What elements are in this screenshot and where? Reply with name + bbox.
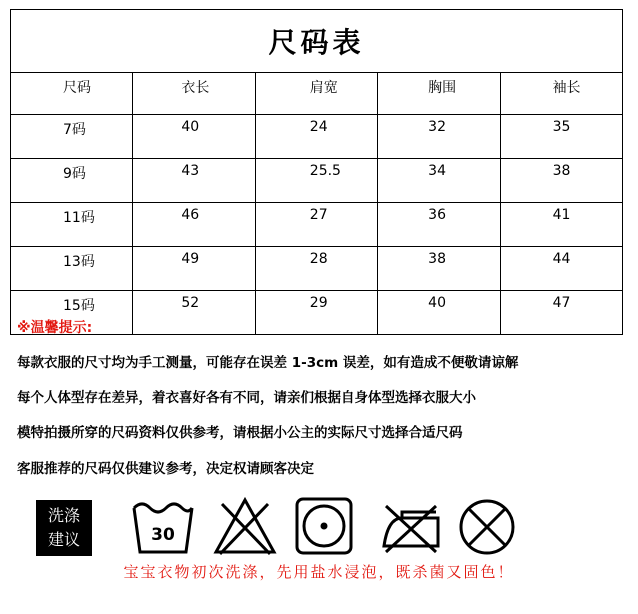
tip-line: 每个人体型存在差异，着衣喜好各有不同，请亲们根据自身体型选择衣服大小 xyxy=(17,390,476,406)
tip-line: 模特拍摄所穿的尺码资料仅供参考，请根据小公主的实际尺寸选择合适尺码 xyxy=(17,425,463,441)
table-row xyxy=(11,159,623,203)
table-cell: 40 xyxy=(133,115,255,159)
tip-line: 客服推荐的尺码仅供建议参考，决定权请顾客决定 xyxy=(17,461,314,477)
table-cell: 9码 xyxy=(11,159,133,203)
table-cell: 29 xyxy=(255,291,377,335)
table-cell: 27 xyxy=(255,203,377,247)
tip-line: 每款衣服的尺寸均为手工测量，可能存在误差 1-3cm 误差，如有造成不便敬请谅解 xyxy=(17,355,519,371)
wash-advice-line1: 洗涤 xyxy=(47,506,80,525)
table-row xyxy=(11,115,623,159)
table-cell: 52 xyxy=(133,291,255,335)
wash-advice-label xyxy=(36,500,92,556)
table-header-row xyxy=(11,73,623,115)
wash-temp-label: 30 xyxy=(151,525,175,545)
table-cell: 38 xyxy=(500,159,622,203)
tumble-dry-icon xyxy=(294,496,354,556)
table-cell: 25.5 xyxy=(255,159,377,203)
size-chart-table xyxy=(10,9,623,335)
wash-30-icon xyxy=(130,496,196,556)
size-chart-title: 尺码表 xyxy=(11,10,623,73)
header-sleeve: 袖长 xyxy=(500,73,622,115)
header-shoulder: 肩宽 xyxy=(255,73,377,115)
table-cell: 46 xyxy=(133,203,255,247)
table-cell: 7码 xyxy=(11,115,133,159)
header-chest: 胸围 xyxy=(378,73,500,115)
table-row xyxy=(11,291,623,335)
table-cell: 36 xyxy=(378,203,500,247)
no-bleach-icon xyxy=(212,496,278,556)
table-row xyxy=(11,203,623,247)
table-cell: 49 xyxy=(133,247,255,291)
table-cell: 32 xyxy=(378,115,500,159)
header-length: 衣长 xyxy=(133,73,255,115)
table-cell: 11码 xyxy=(11,203,133,247)
table-cell: 38 xyxy=(378,247,500,291)
table-cell: 35 xyxy=(500,115,622,159)
table-cell: 15码 xyxy=(11,291,133,335)
no-dry-clean-icon xyxy=(456,496,518,558)
table-cell: 28 xyxy=(255,247,377,291)
table-cell: 44 xyxy=(500,247,622,291)
table-cell: 34 xyxy=(378,159,500,203)
header-size: 尺码 xyxy=(11,73,133,115)
care-footer-note: 宝宝衣物初次洗涤，先用盐水浸泡，既杀菌又固色！ xyxy=(123,563,515,581)
table-cell: 13码 xyxy=(11,247,133,291)
wash-advice-line2: 建议 xyxy=(47,530,80,549)
table-row xyxy=(11,247,623,291)
table-cell: 40 xyxy=(378,291,500,335)
table-cell: 24 xyxy=(255,115,377,159)
table-cell: 41 xyxy=(500,203,622,247)
table-cell: 47 xyxy=(500,291,622,335)
no-iron-icon xyxy=(378,496,444,556)
table-cell: 43 xyxy=(133,159,255,203)
tips-title: ※温馨提示: xyxy=(17,320,93,336)
